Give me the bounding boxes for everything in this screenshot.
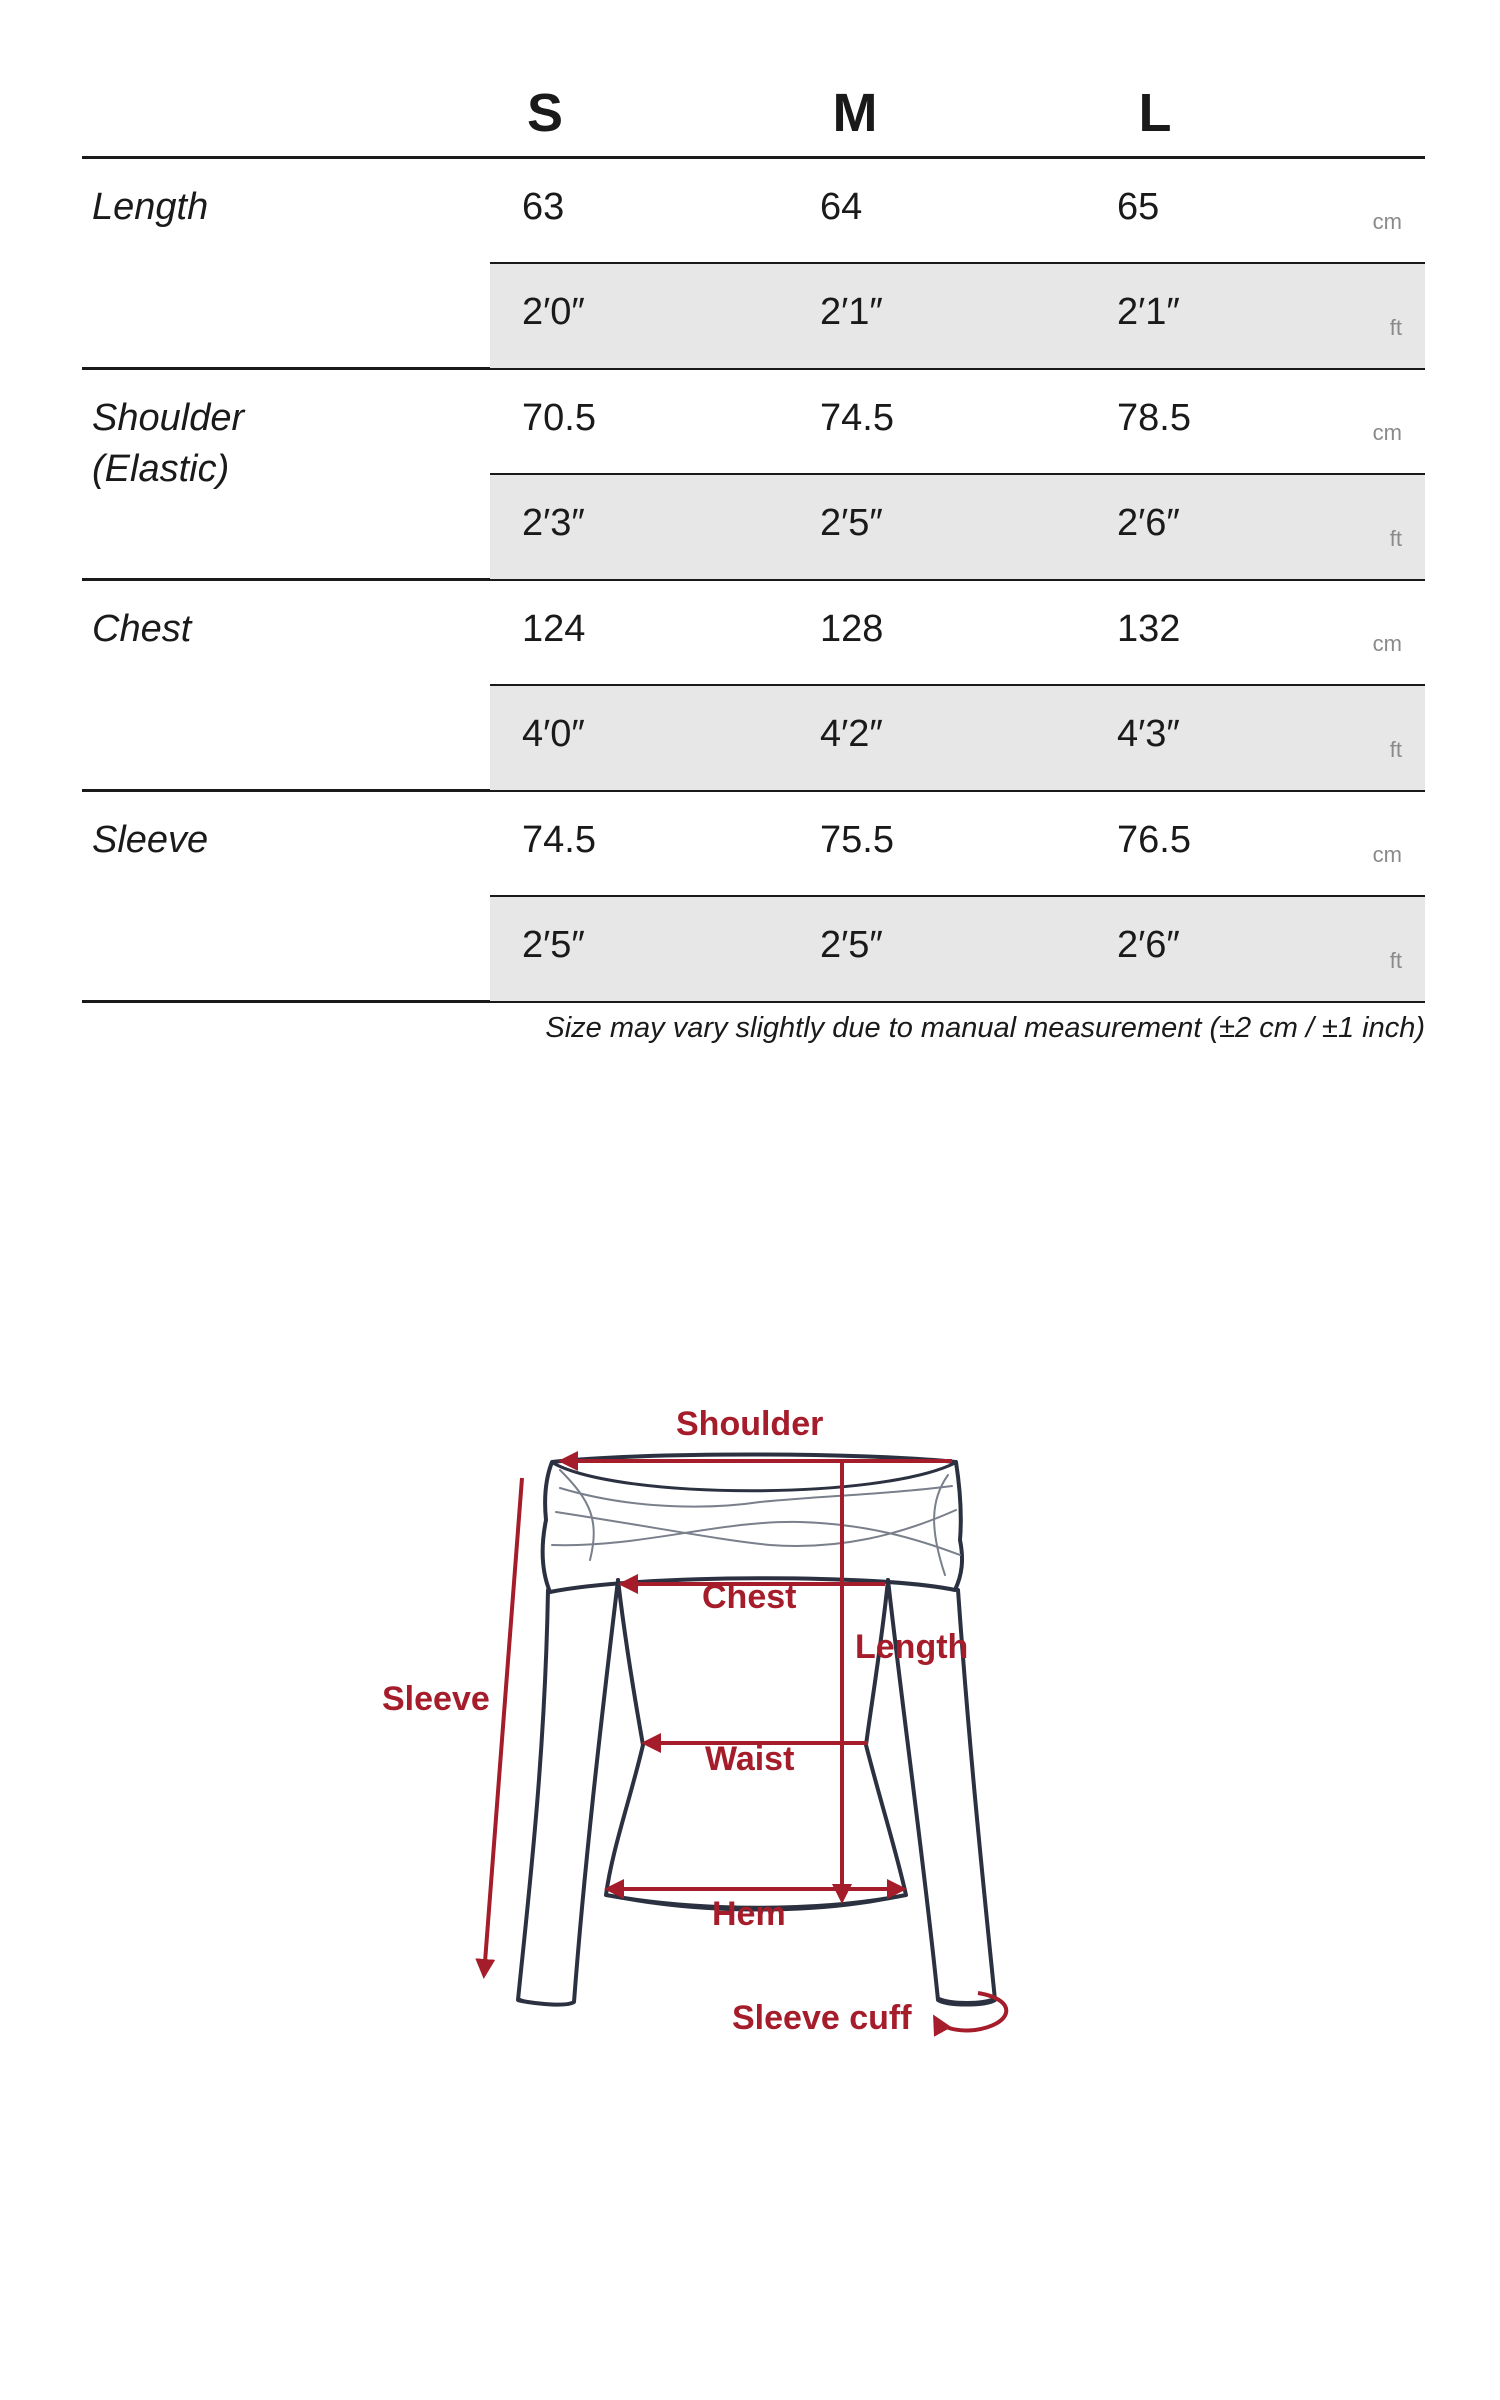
size-header-l: L xyxy=(1138,83,1172,143)
unit-ft: ft xyxy=(1389,315,1402,340)
row-label: Shoulder (Elastic) xyxy=(92,397,245,490)
measurement-note: Size may vary slightly due to manual measurement (±2 cm / ±1 inch) xyxy=(545,1012,1425,1044)
diagram-label-sleeve-cuff: Sleeve cuff xyxy=(732,1999,912,2037)
cm-value-m: 128 xyxy=(820,608,884,650)
cm-value-l: 132 xyxy=(1117,608,1181,650)
cm-value-s: 63 xyxy=(522,186,565,228)
unit-ft: ft xyxy=(1389,737,1402,762)
cm-value-s: 74.5 xyxy=(522,819,596,861)
diagram-label-waist: Waist xyxy=(705,1740,795,1778)
cm-value-m: 75.5 xyxy=(820,819,894,861)
cm-value-l: 65 xyxy=(1117,186,1160,228)
cm-value-m: 74.5 xyxy=(820,397,894,439)
ft-value-s: 4′0″ xyxy=(522,713,585,755)
imperial-row-shade xyxy=(490,686,1425,790)
imperial-row-shade xyxy=(490,264,1425,368)
cm-value-s: 124 xyxy=(522,608,586,650)
ft-value-l: 2′1″ xyxy=(1117,291,1180,333)
sleeve-measure-line xyxy=(484,1478,522,1975)
diagram-label-length: Length xyxy=(855,1628,969,1666)
table-top-rule xyxy=(82,156,1425,159)
unit-cm: cm xyxy=(1372,631,1402,656)
ft-value-m: 4′2″ xyxy=(820,713,883,755)
ft-value-m: 2′1″ xyxy=(820,291,883,333)
cm-value-m: 64 xyxy=(820,186,863,228)
unit-cm: cm xyxy=(1372,209,1402,234)
imperial-row-shade xyxy=(490,897,1425,1001)
ft-value-m: 2′5″ xyxy=(820,924,883,966)
row-label: Length xyxy=(92,186,209,228)
unit-cm: cm xyxy=(1372,842,1402,867)
cm-value-s: 70.5 xyxy=(522,397,596,439)
unit-cm: cm xyxy=(1372,420,1402,445)
diagram-label-hem: Hem xyxy=(712,1895,786,1933)
ft-value-s: 2′0″ xyxy=(522,291,585,333)
ft-value-l: 4′3″ xyxy=(1117,713,1180,755)
unit-ft: ft xyxy=(1389,526,1402,551)
unit-ft: ft xyxy=(1389,948,1402,973)
ft-value-m: 2′5″ xyxy=(820,502,883,544)
cm-value-l: 78.5 xyxy=(1117,397,1191,439)
size-header-m: M xyxy=(832,83,878,143)
sleeve-cuff-arrow xyxy=(935,1993,1006,2030)
row-label: Sleeve xyxy=(92,819,209,861)
diagram-label-sleeve: Sleeve xyxy=(382,1680,490,1718)
cm-value-l: 76.5 xyxy=(1117,819,1191,861)
imperial-row-shade xyxy=(490,475,1425,579)
size-header-s: S xyxy=(526,83,564,143)
ft-value-l: 2′6″ xyxy=(1117,924,1180,966)
ft-value-l: 2′6″ xyxy=(1117,502,1180,544)
diagram-label-shoulder: Shoulder xyxy=(676,1405,824,1443)
ft-value-s: 2′3″ xyxy=(522,502,585,544)
ft-value-s: 2′5″ xyxy=(522,924,585,966)
diagram-label-chest: Chest xyxy=(702,1578,797,1616)
row-label: Chest xyxy=(92,608,192,650)
